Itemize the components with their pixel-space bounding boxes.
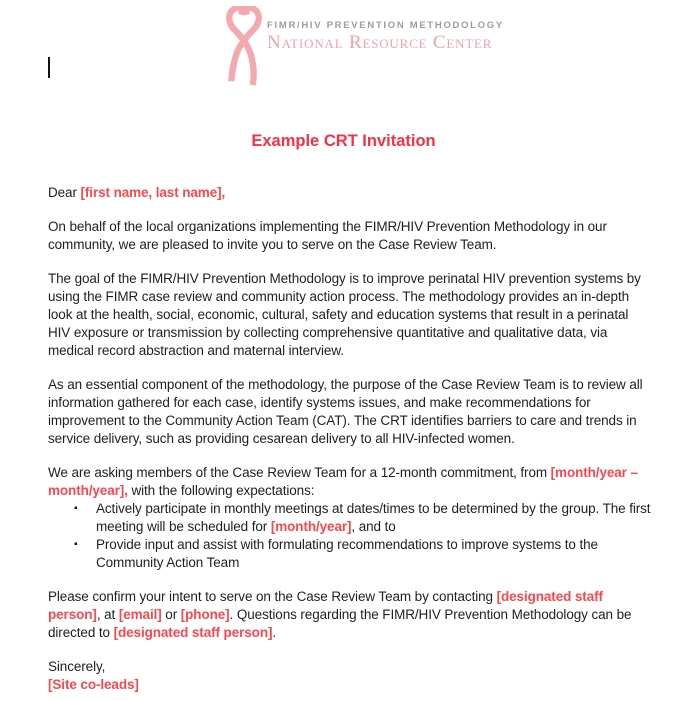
placeholder-text: [designated staff person] <box>48 589 603 622</box>
placeholder-text: [first name, last name], <box>80 185 226 200</box>
brand-text <box>267 20 504 54</box>
body-text: with the following expectations: <box>127 483 315 498</box>
paragraph-on-behalf <box>48 218 654 254</box>
body-text: , at <box>96 607 119 622</box>
placeholder-text: [Site co-leads] <box>48 677 139 692</box>
closing-line <box>48 658 654 676</box>
placeholder-text: [email] <box>118 607 162 622</box>
document-header <box>226 0 687 90</box>
paragraph-commitment <box>48 464 654 500</box>
body-text: . Questions regarding the FIMR/HIV Prevention Methodology can be directed to <box>48 607 632 640</box>
body-text: Actively participate in monthly meetings at dates/times to be determined by the group. The first meeting will be scheduled for <box>96 501 651 534</box>
list-item-meetings <box>96 500 654 536</box>
text-cursor <box>48 57 50 78</box>
brand-line-2: National Resource Center <box>267 32 493 53</box>
paragraph-confirm <box>48 588 654 642</box>
placeholder-text: [phone] <box>180 607 230 622</box>
greeting <box>48 184 654 202</box>
body-text: Please confirm your intent to serve on the Case Review Team by contacting <box>48 589 497 604</box>
body-text: Sincerely, <box>48 659 106 674</box>
placeholder-text: [month/year] <box>270 519 352 534</box>
placeholder-text: [month/year – month/year], <box>48 465 638 498</box>
body-text: As an essential component of the methodology, the purpose of the Case Review Team is to review all information gathered for each case, identify systems issues, and make recommendations for improvement to the Community Action Team (CAT). The CRT identifies barriers to care and trends in service delivery, such as providing cesarean delivery to all HIV-infected women. <box>48 377 643 446</box>
pink-ribbon-icon <box>226 6 262 88</box>
body-text: On behalf of the local organizations implementing the FIMR/HIV Prevention Methodology in our community, we are pleased to invite you to serve on the Case Review Team. <box>48 219 607 252</box>
body-text: We are asking members of the Case Review Team for a 12-month commitment, from <box>48 465 551 480</box>
expectations-list <box>48 500 654 572</box>
body-text: , and to <box>351 519 396 534</box>
body-text: Provide input and assist with formulating recommendations to improve systems to the Community Action Team <box>96 537 598 570</box>
brand-line-1: FIMR/HIV PREVENTION METHODOLOGY <box>267 20 504 31</box>
signature-line <box>48 676 654 694</box>
body-text: The goal of the FIMR/HIV Prevention Methodology is to improve perinatal HIV prevention systems by using the FIMR case review and community action process. The methodology provides an in-depth look at the health, social, economic, cultural, safety and education systems that result in a perinatal HIV exposure or transmission by collecting comprehensive quantitative and qualitative data, via medical record abstraction and maternal interview. <box>48 271 641 358</box>
list-item-input <box>96 536 654 572</box>
body-text: or <box>161 607 181 622</box>
paragraph-purpose <box>48 376 654 448</box>
body-text: . <box>272 625 277 640</box>
letter-body <box>48 184 654 694</box>
paragraph-goal <box>48 270 654 360</box>
placeholder-text: [designated staff person] <box>113 625 273 640</box>
page-title: Example CRT Invitation <box>251 132 436 150</box>
body-text: Dear <box>48 185 81 200</box>
